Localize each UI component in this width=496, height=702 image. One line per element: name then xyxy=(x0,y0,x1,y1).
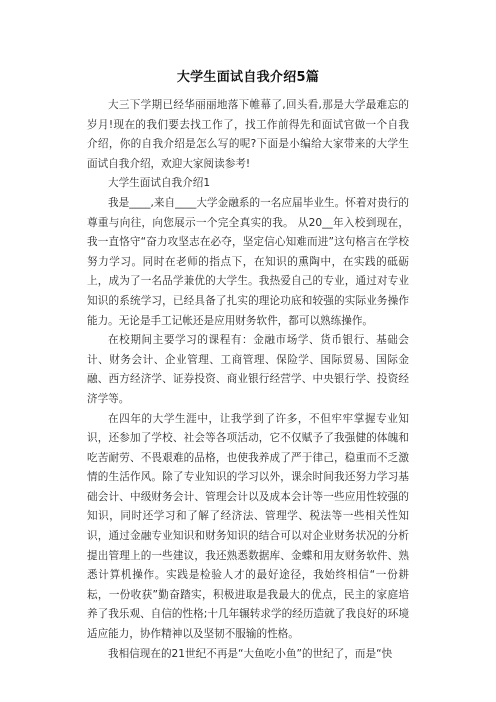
document-title: 大学生面试自我介绍5篇 xyxy=(176,70,320,85)
document-body xyxy=(87,96,409,664)
intro-paragraph: 大三下学期已经华丽丽地落下帷幕了,回头看,那是大学最难忘的岁月!现在的我们要去找工作了，找工作前得先和面试官做一个自我介绍，你的自我介绍是怎么写的呢?下面是小编给大家带来的大学生面试自我介绍，欢迎大家阅读参考! xyxy=(87,99,409,170)
body-paragraph: 在四年的大学生涯中，让我学到了许多，不但牢牢掌握专业知识，还参加了学校、社会等各项活动，它不仅赋予了我强健的体魄和吃苦耐劳、不畏艰难的品格，也使我养成了严于律己，稳重而不乏激情的生活作风。除了专业知识的学习以外，课余时间我还努力学习基础会计、中级财务会计、管理会计以及成本会计等一些应用性较强的知识，同时还学习和了解了经济法、管理学、税法等一些相关性知识，通过金融专业知识和财务知识的结合可以对企业财务状况的分析提出管理上的一些建议，我还熟悉数据库、金蝶和用友财务软件、熟悉计算机操作。实践是检验人才的最好途径，我始终相信“一份耕耘，一份收获”勤奋踏实，积极进取是我最大的优点，民主的家庭培养了我乐观、自信的性格;十几年辗转求学的经历造就了我良好的环境适应能力，协作精神以及坚韧不服输的性格。 xyxy=(87,412,409,641)
body-paragraph: 我是____,来自____大学金融系的一名应届毕业生。怀着对贵行的尊重与向往，向您展示一个完全真实的我。 从20__年入校到现在，我一直恪守“奋力攻坚志在必夺，坚定信心知难而进”这句格言在学校努力学习。同时在老师的指点下，在知识的熏陶中，在实践的砥砺上，成为了一名品学兼优的大学生。我热爱自己的专业，通过对专业知识的系统学习，已经具备了扎实的理论功底和较强的实际业务操作能力。无论是手工记帐还是应用财务软件，都可以熟练操作。 xyxy=(87,196,409,327)
body-paragraph: 在校期间主要学习的课程有：金融市场学、货币银行、基础会计、财务会计、企业管理、工商管理、保险学、国际贸易、国际金融、西方经济学、证券投资、商业银行经营学、中央银行学、投资经济学等。 xyxy=(87,334,409,405)
body-paragraph: 我相信现在的21世纪不再是“大鱼吃小鱼”的世纪了，而是“快 xyxy=(108,647,393,660)
section-heading: 大学生面试自我介绍1 xyxy=(108,177,211,190)
